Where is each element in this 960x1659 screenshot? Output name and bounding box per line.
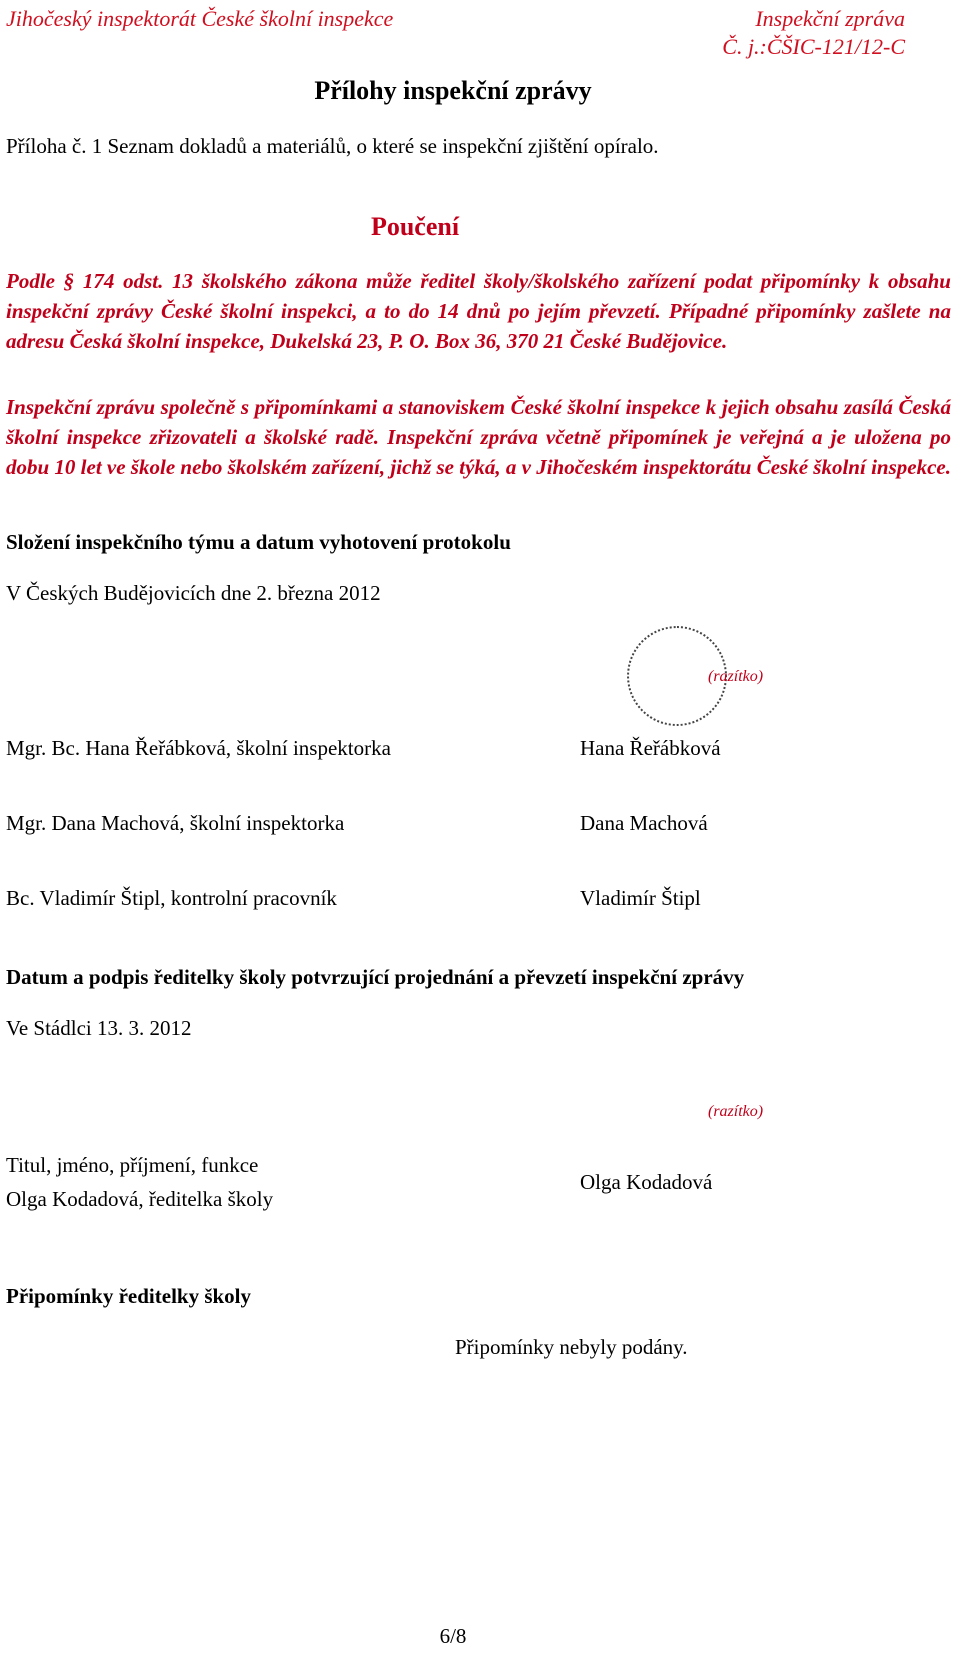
attachment-line: Příloha č. 1 Seznam dokladů a materiálů, o které se inspekční zjištění opíralo. <box>6 134 659 158</box>
instruction-paragraph-1: Podle § 174 odst. 13 školského zákona může ředitel školy/školského zařízení podat připomínky k obsahu inspekční zprávy České školní inspekci, a to do 14 dnů po jejím převzetí. Případné připomínky zašlete na adresu Česká školní inspekce, Dukelská 23, P. O. Box 36, 370 21 České Budějovice. <box>6 269 951 353</box>
header-inspectorate: Jihočeský inspektorát České školní inspekce <box>6 6 394 31</box>
director-stamp-label: (razítko) <box>708 1103 764 1120</box>
page-title: Přílohy inspekční zprávy <box>314 76 592 105</box>
page-number: 6/8 <box>439 1624 467 1648</box>
team-member-role: Mgr. Bc. Hana Řeřábková, školní inspektorka <box>6 736 391 760</box>
header-report-label: Inspekční zpráva <box>755 6 905 31</box>
director-name-label: Titul, jméno, příjmení, funkce <box>6 1153 259 1177</box>
team-heading: Složení inspekčního týmu a datum vyhotovení protokolu <box>6 530 511 554</box>
director-signature: Olga Kodadová <box>580 1170 713 1194</box>
team-stamp-label: (razítko) <box>708 668 764 685</box>
team-member-signature: Vladimír Štipl <box>580 886 701 910</box>
team-member-role: Bc. Vladimír Štipl, kontrolní pracovník <box>6 886 337 910</box>
header-reference-number: Č. j.:ČŠIC-121/12-C <box>722 34 905 59</box>
instruction-paragraph-2: Inspekční zprávu společně s připomínkami a stanoviskem České školní inspekce k jejich obsahu zasílá Česká školní inspekce zřizovateli a školské radě. Inspekční zpráva včetně připomínek je veřejná a je uložena po dobu 10 let ve škole nebo školském zařízení, jichž se týká, a v Jihočeském inspektorátu České školní inspekce. <box>6 395 951 479</box>
team-member-signature: Hana Řeřábková <box>580 736 721 760</box>
remarks-heading: Připomínky ředitelky školy <box>6 1284 252 1308</box>
team-member-signature: Dana Machová <box>580 811 708 835</box>
director-date-line: Ve Stádlci 13. 3. 2012 <box>6 1016 192 1040</box>
team-member-role: Mgr. Dana Machová, školní inspektorka <box>6 811 345 835</box>
team-date-line: V Českých Budějovicích dne 2. března 2012 <box>6 581 381 605</box>
director-heading: Datum a podpis ředitelky školy potvrzující projednání a převzetí inspekční zprávy <box>6 965 745 989</box>
remarks-text: Připomínky nebyly podány. <box>455 1335 688 1359</box>
director-name-value: Olga Kodadová, ředitelka školy <box>6 1187 274 1211</box>
instruction-heading: Poučení <box>370 212 460 241</box>
